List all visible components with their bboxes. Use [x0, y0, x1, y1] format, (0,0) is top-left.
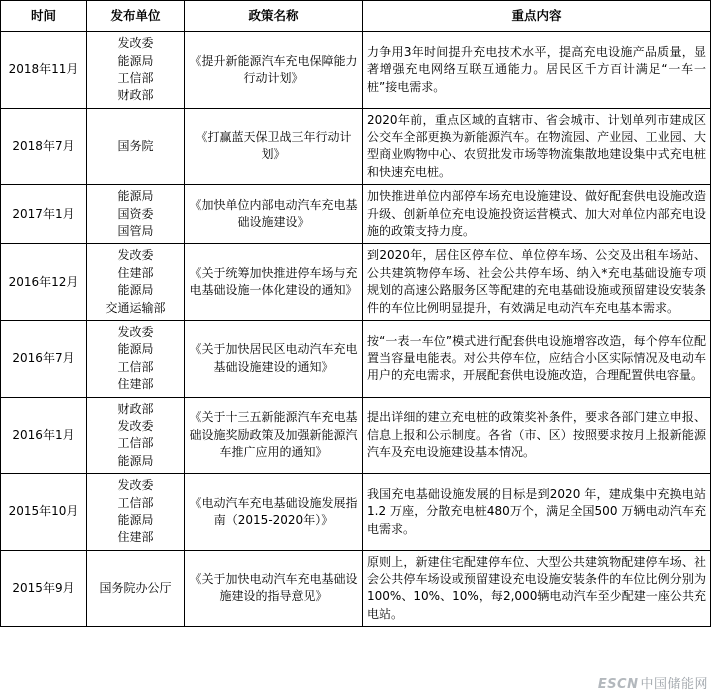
organization-line: 工信部	[117, 359, 154, 374]
organization-line: 发改委	[117, 478, 154, 493]
cell-time: 2016年12月	[1, 244, 87, 321]
organization-line: 国务院	[117, 138, 154, 153]
cell-key-content: 加快推进单位内部停车场充电设施建设、做好配套供电设施改造升级、创新单位充电设施投资运营模式、加大对单位内部充电设施的政策支持力度。	[363, 185, 711, 244]
table-row	[1, 185, 711, 244]
cell-key-content: 力争用3年时间提升充电技术水平，提高充电设施产品质量，显著增强充电网络互联互通能力。居民区千方百计满足“一车一桩”接电需求。	[363, 32, 711, 109]
table-row	[1, 474, 711, 551]
organization-line: 国管局	[117, 224, 154, 239]
cell-organization	[87, 32, 185, 109]
organization-line: 交通运输部	[105, 300, 166, 315]
table-row	[1, 550, 711, 627]
cell-policy-name: 《关于十三五新能源汽车充电基础设施奖励政策及加强新能源汽车推广应用的通知》	[185, 397, 363, 474]
organization-line: 能源局	[117, 283, 154, 298]
organization-line: 能源局	[117, 53, 154, 68]
column-header-policy-name: 政策名称	[185, 1, 363, 32]
cell-policy-name: 《关于加快居民区电动汽车充电基础设施建设的通知》	[185, 320, 363, 397]
cell-key-content: 原则上，新建住宅配建停车位、大型公共建筑物配建停车场、社会公共停车场设或预留建设充电设施安装条件的车位比例分别为100%、10%、10%，每2,000辆电动汽车至少配建一座公共充电站。	[363, 550, 711, 627]
organization-line: 能源局	[117, 512, 154, 527]
organization-line: 工信部	[117, 436, 154, 451]
cell-policy-name: 《加快单位内部电动汽车充电基础设施建设》	[185, 185, 363, 244]
cell-organization	[87, 474, 185, 551]
organization-line: 能源局	[117, 189, 154, 204]
watermark-cn: 中国储能网	[640, 677, 708, 692]
cell-organization	[87, 397, 185, 474]
cell-organization	[87, 550, 185, 627]
organization-line: 能源局	[117, 453, 154, 468]
cell-organization	[87, 185, 185, 244]
table-row	[1, 108, 711, 185]
table-row	[1, 397, 711, 474]
cell-policy-name: 《电动汽车充电基础设施发展指南（2015-2020年）》	[185, 474, 363, 551]
cell-key-content: 2020年前，重点区域的直辖市、省会城市、计划单列市建成区公交车全部更换为新能源汽车。在物流园、产业园、工业园、大型商业购物中心、农贸批发市场等物流集散地建设集中式充电桩和快速充电桩。	[363, 108, 711, 185]
organization-line: 发改委	[117, 418, 154, 433]
cell-time: 2015年9月	[1, 550, 87, 627]
cell-policy-name: 《关于统筹加快推进停车场与充电基础设施一体化建设的通知》	[185, 244, 363, 321]
cell-policy-name: 《打赢蓝天保卫战三年行动计划》	[185, 108, 363, 185]
table-row	[1, 320, 711, 397]
cell-key-content: 按“一表一车位”模式进行配套供电设施增容改造，每个停车位配置当容量电能表。对公共停车位，应结合小区实际情况及电动车用户的充电需求，开展配套供电设施改造，合理配置供电容量。	[363, 320, 711, 397]
cell-organization	[87, 108, 185, 185]
table-row	[1, 32, 711, 109]
cell-time: 2018年7月	[1, 108, 87, 185]
organization-line: 住建部	[117, 265, 154, 280]
organization-line: 财政部	[117, 88, 154, 103]
cell-time: 2015年10月	[1, 474, 87, 551]
organization-line: 财政部	[117, 401, 154, 416]
cell-key-content: 到2020年，居住区停车位、单位停车场、公交及出租车场站、公共建筑物停车场、社会公共停车场、纳入*充电基础设施专项规划的高速公路服务区等配建的充电基础设施或预留建设安装条件的车位比例明显提升，有效满足电动汽车充电基本需求。	[363, 244, 711, 321]
organization-line: 发改委	[117, 248, 154, 263]
cell-time: 2016年1月	[1, 397, 87, 474]
organization-line: 国务院办公厅	[99, 580, 172, 595]
organization-line: 工信部	[117, 70, 154, 85]
cell-policy-name: 《提升新能源汽车充电保障能力行动计划》	[185, 32, 363, 109]
organization-line: 住建部	[117, 530, 154, 545]
cell-key-content: 提出详细的建立充电桩的政策奖补条件，要求各部门建立申报、信息上报和公示制度。各省（市、区）按照要求按月上报新能源汽车及充电设施建设基本情况。	[363, 397, 711, 474]
organization-line: 能源局	[117, 342, 154, 357]
watermark	[598, 673, 708, 692]
cell-key-content: 我国充电基础设施发展的目标是到2020 年，建成集中充换电站1.2 万座，分散充电桩480万个，满足全国500 万辆电动汽车充电需求。	[363, 474, 711, 551]
cell-organization	[87, 244, 185, 321]
cell-time: 2018年11月	[1, 32, 87, 109]
table-header-row	[1, 1, 711, 32]
organization-line: 发改委	[117, 36, 154, 51]
cell-time: 2016年7月	[1, 320, 87, 397]
column-header-key-content: 重点内容	[363, 1, 711, 32]
organization-line: 国资委	[117, 206, 154, 221]
cell-time: 2017年1月	[1, 185, 87, 244]
cell-organization	[87, 320, 185, 397]
watermark-en: ESCN	[597, 677, 639, 692]
cell-policy-name: 《关于加快电动汽车充电基础设施建设的指导意见》	[185, 550, 363, 627]
table-body	[1, 32, 711, 627]
column-header-organization: 发布单位	[87, 1, 185, 32]
organization-line: 住建部	[117, 377, 154, 392]
column-header-time: 时间	[1, 1, 87, 32]
organization-line: 发改委	[117, 324, 154, 339]
table-row	[1, 244, 711, 321]
organization-line: 工信部	[117, 495, 154, 510]
